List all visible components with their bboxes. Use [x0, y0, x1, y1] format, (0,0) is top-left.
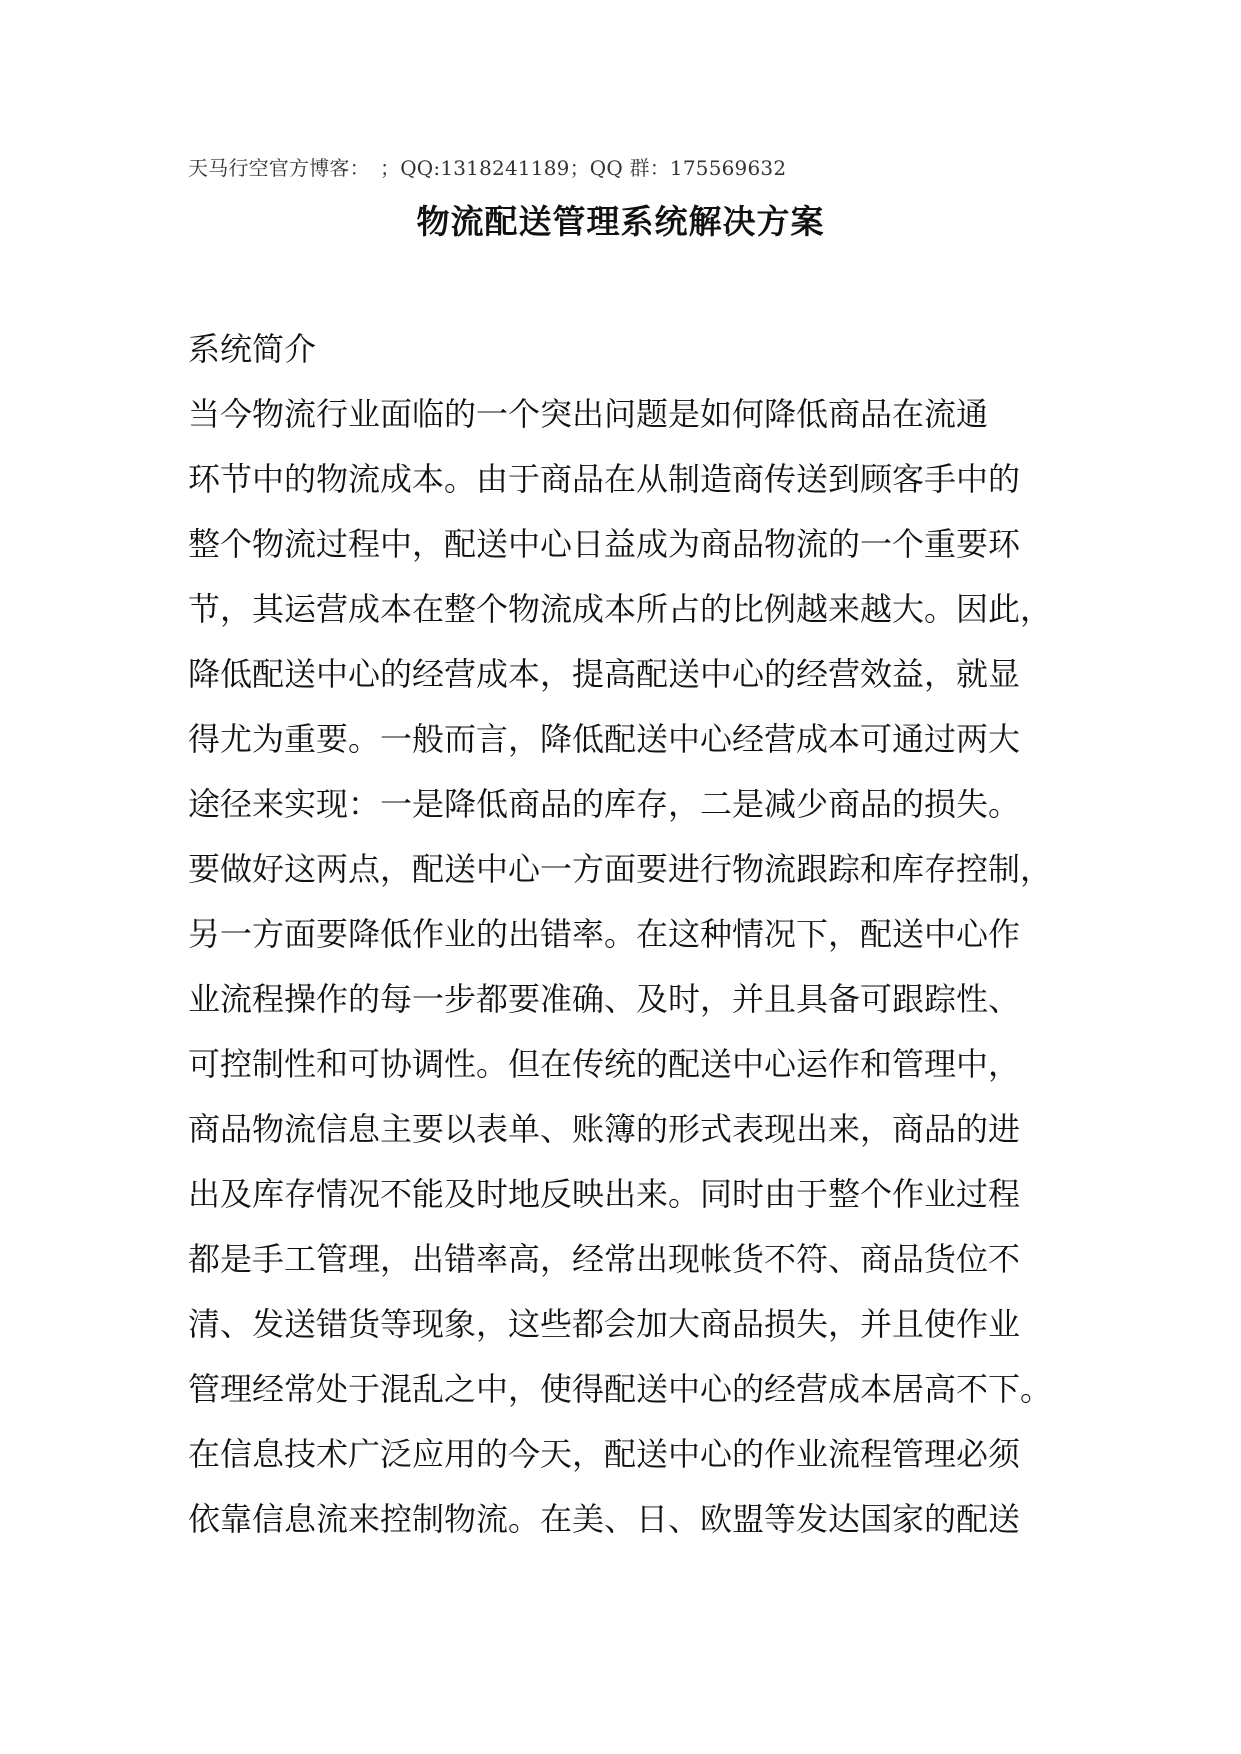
body-text — [188, 382, 1068, 1552]
body-line: 要做好这两点，配送中心一方面要进行物流跟踪和库存控制， — [188, 850, 1053, 888]
header-contact-line: 天马行空官方博客： ；QQ:1318241189；QQ 群：175569632 — [188, 156, 787, 180]
body-line: 整个物流过程中，配送中心日益成为商品物流的一个重要环 — [188, 525, 1021, 563]
body-line: 当今物流行业面临的一个突出问题是如何降低商品在流通 — [188, 395, 989, 433]
document-title: 物流配送管理系统解决方案 — [416, 202, 825, 241]
body-line: 依靠信息流来控制物流。在美、日、欧盟等发达国家的配送 — [188, 1500, 1021, 1538]
body-line: 可控制性和可协调性。但在传统的配送中心运作和管理中， — [188, 1045, 1021, 1083]
body-line: 出及库存情况不能及时地反映出来。同时由于整个作业过程 — [188, 1175, 1021, 1213]
body-line: 都是手工管理，出错率高，经常出现帐货不符、商品货位不 — [188, 1240, 1021, 1278]
body-line: 节，其运营成本在整个物流成本所占的比例越来越大。因此， — [188, 590, 1053, 628]
body-line: 商品物流信息主要以表单、账簿的形式表现出来，商品的进 — [188, 1110, 1021, 1148]
section-heading: 系统简介 — [188, 330, 317, 368]
body-line: 途径来实现：一是降低商品的库存，二是减少商品的损失。 — [188, 785, 1021, 823]
body-line: 得尤为重要。一般而言，降低配送中心经营成本可通过两大 — [188, 720, 1021, 758]
body-line: 环节中的物流成本。由于商品在从制造商传送到顾客手中的 — [188, 460, 1021, 498]
body-line: 降低配送中心的经营成本，提高配送中心的经营效益，就显 — [188, 655, 1021, 693]
body-line: 另一方面要降低作业的出错率。在这种情况下，配送中心作 — [188, 915, 1021, 953]
body-line: 业流程操作的每一步都要准确、及时，并且具备可跟踪性、 — [188, 980, 1021, 1018]
body-line: 清、发送错货等现象，这些都会加大商品损失，并且使作业 — [188, 1305, 1021, 1343]
body-line: 管理经常处于混乱之中，使得配送中心的经营成本居高不下。 — [188, 1370, 1053, 1408]
body-line: 在信息技术广泛应用的今天，配送中心的作业流程管理必须 — [188, 1435, 1021, 1473]
